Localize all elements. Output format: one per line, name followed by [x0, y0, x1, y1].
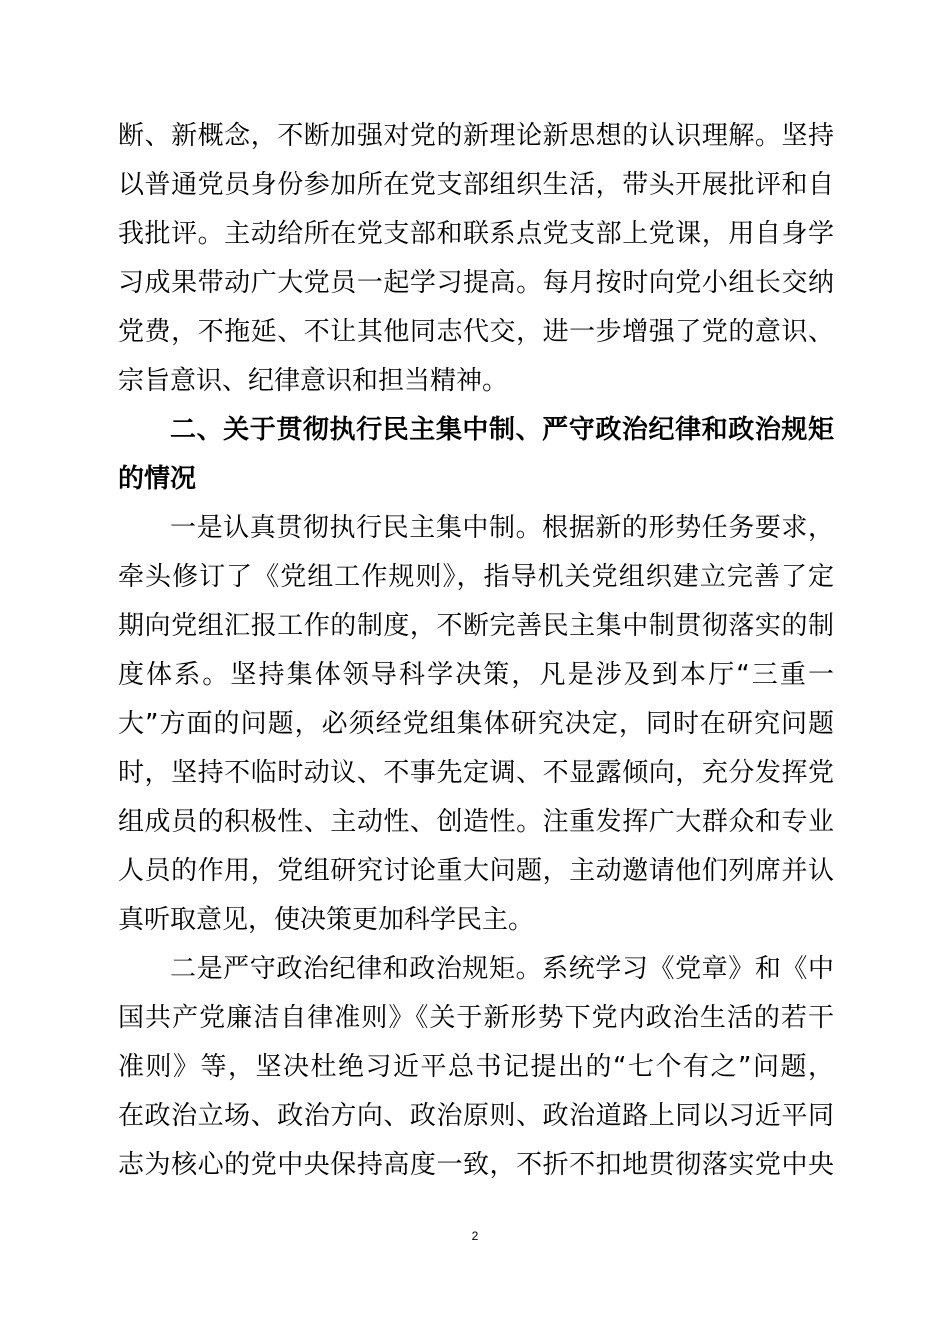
- text-line: 组成员的积极性、主动性、创造性。注重发挥广大群众和专业: [118, 807, 834, 837]
- text-line: 时，坚持不临时动议、不事先定调、不显露倾向，充分发挥党: [118, 758, 834, 788]
- text-line: 度体系。坚持集体领导科学决策，凡是涉及到本厅“三重一: [118, 660, 834, 690]
- text-line: 断、新概念，不断加强对党的新理论新思想的认识理解。坚持: [118, 121, 834, 151]
- paragraph-political-discipline: [118, 945, 834, 1190]
- text-line: 我批评。主动给所在党支部和联系点党支部上党课，用自身学: [118, 219, 834, 249]
- text-line: 真听取意见，使决策更加科学民主。: [118, 905, 535, 935]
- text-line: 习成果带动广大党员一起学习提高。每月按时向党小组长交纳: [118, 268, 834, 298]
- text-line: 二是严守政治纪律和政治规矩。系统学习《党章》和《中: [170, 954, 834, 984]
- text-line: 以普通党员身份参加所在党支部组织生活，带头开展批评和自: [118, 170, 834, 200]
- text-line: 一是认真贯彻执行民主集中制。根据新的形势任务要求，: [170, 513, 834, 543]
- text-line: 大”方面的问题，必须经党组集体研究决定，同时在研究问题: [118, 709, 834, 739]
- text-line: 志为核心的党中央保持高度一致，不折不扣地贯彻落实党中央: [118, 1150, 834, 1180]
- text-line: 宗旨意识、纪律意识和担当精神。: [118, 366, 509, 396]
- page-number: 2: [471, 1229, 479, 1243]
- text-line: 期向党组汇报工作的制度，不断完善民主集中制贯彻落实的制: [118, 611, 834, 641]
- text-line: 国共产党廉洁自律准则》《关于新形势下党内政治生活的若干: [118, 1003, 834, 1033]
- document-body: [118, 112, 834, 1190]
- paragraph-continuation: [118, 112, 834, 406]
- paragraph-democratic-centralism: [118, 504, 834, 945]
- heading-line: 二、关于贯彻执行民主集中制、严守政治纪律和政治规矩: [170, 415, 834, 445]
- text-line: 人员的作用，党组研究讨论重大问题，主动邀请他们列席并认: [118, 856, 834, 886]
- text-line: 党费，不拖延、不让其他同志代交，进一步增强了党的意识、: [118, 317, 834, 347]
- text-line: 牵头修订了《党组工作规则》，指导机关党组织建立完善了定: [118, 562, 834, 592]
- text-line: 在政治立场、政治方向、政治原则、政治道路上同以习近平同: [118, 1101, 834, 1131]
- heading-line: 的情况: [118, 464, 197, 494]
- section-heading: [118, 406, 834, 504]
- text-line: 准则》等，坚决杜绝习近平总书记提出的“七个有之”问题，: [118, 1052, 834, 1082]
